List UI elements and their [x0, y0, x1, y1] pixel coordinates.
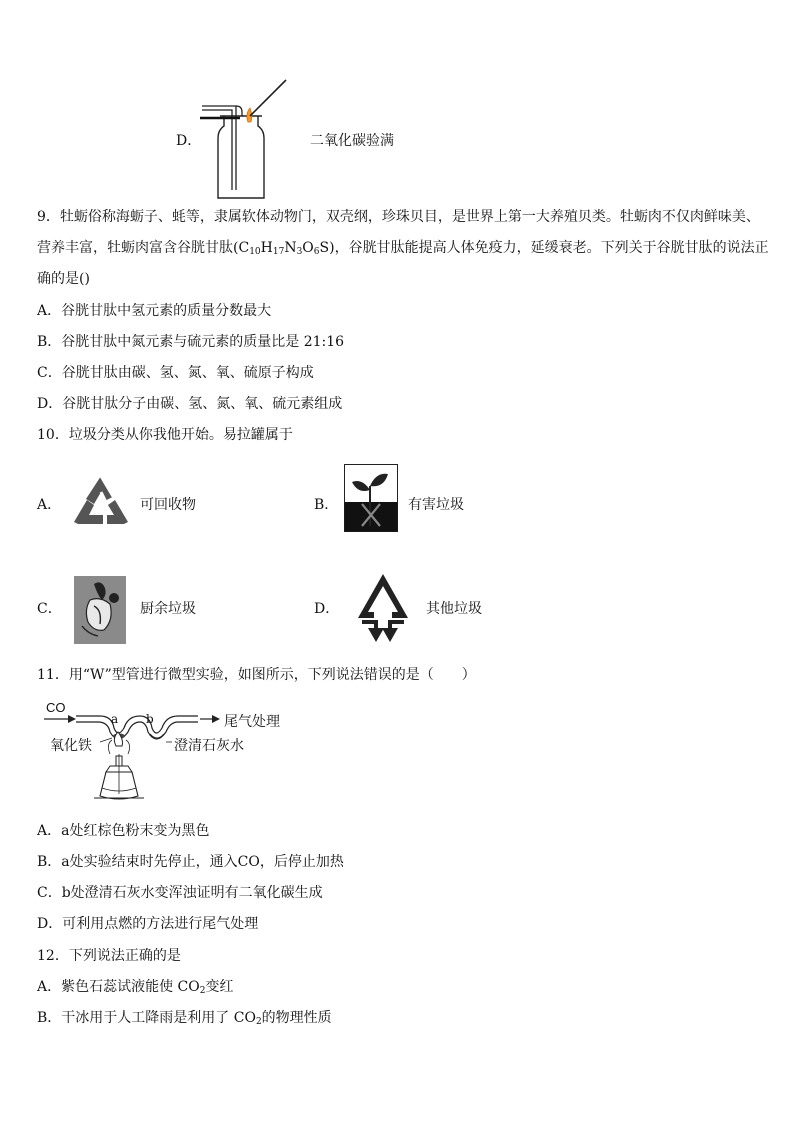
q9-option-c: C．谷胱甘肽由碳、氢、氮、氧、硫原子构成 — [37, 365, 314, 381]
q10-option-d-label: D． — [314, 601, 340, 617]
q10-option-b-label: B． — [314, 497, 339, 513]
hazardous-waste-icon — [344, 464, 398, 532]
q9-option-a: A．谷胱甘肽中氢元素的质量分数最大 — [37, 303, 272, 319]
q11-option-d: D．可利用点燃的方法进行尾气处理 — [37, 916, 259, 932]
q9-option-d: D．谷胱甘肽分子由碳、氢、氮、氧、硫元素组成 — [37, 396, 343, 412]
q10-option-a-text: 可回收物 — [140, 497, 196, 513]
food-waste-icon — [74, 576, 126, 644]
q8-option-d-label: D． — [176, 133, 202, 149]
label-a: a — [111, 712, 119, 726]
q12-option-a: A．紫色石蕊试液能使 $CO_2$变红 — [37, 979, 234, 996]
label-co: CO — [46, 700, 66, 715]
q12-option-b: B．干冰用于人工降雨是利用了 $CO_2$的物理性质 — [37, 1010, 332, 1027]
q11-option-a: A．a处红棕色粉末变为黑色 — [37, 823, 210, 839]
other-waste-icon — [356, 572, 410, 644]
q11-stem: 11．用“W”型管进行微型实验，如图所示，下列说法错误的是（ ） — [37, 667, 476, 683]
q10-option-c-text: 厨余垃圾 — [140, 601, 196, 617]
glutathione-formula: $C_{10}H_{17}N_3O_6S$ — [238, 240, 330, 257]
q11-option-b: B．a处实验结束时先停止，通入CO，后停止加热 — [37, 854, 344, 870]
q9-stem-line1: 9．牡蛎俗称海蛎子、蚝等，隶属软体动物门，双壳纲，珍珠贝目，是世界上第一大养殖贝类。牡蛎肉不仅肉鲜味美、 — [37, 209, 760, 225]
q10-option-d-text: 其他垃圾 — [426, 601, 482, 617]
q10-option-c-label: C． — [37, 601, 62, 617]
w-tube-diagram — [40, 698, 300, 808]
q12-stem: 12．下列说法正确的是 — [37, 948, 181, 964]
q10-option-b-text: 有害垃圾 — [408, 497, 464, 513]
q11-option-c: C．b处澄清石灰水变浑浊证明有二氧化碳生成 — [37, 885, 323, 901]
label-limewater: 澄清石灰水 — [174, 738, 244, 754]
q8-option-d-text: 二氧化碳验满 — [310, 133, 394, 149]
recycle-icon — [70, 472, 132, 534]
label-b: b — [146, 712, 154, 726]
label-iron-oxide: 氧化铁 — [50, 738, 92, 754]
q9-stem-line3: 确的是() — [37, 271, 90, 287]
label-tail-gas: 尾气处理 — [224, 714, 280, 730]
gas-bottle-diagram — [198, 78, 298, 203]
q10-option-a-label: A． — [37, 497, 62, 513]
q10-stem: 10．垃圾分类从你我他开始。易拉罐属于 — [37, 427, 293, 443]
q9-stem-line2: 营养丰富，牡蛎肉富含谷胱甘肽$(C_{10}H_{17}N_3O_6S)$，谷胱甘肽能提高人体免疫力，延缓衰老。下列关于谷胱甘肽的说法正 — [37, 240, 769, 257]
q9-option-b: B．谷胱甘肽中氮元素与硫元素的质量比是 21:16 — [37, 334, 345, 350]
